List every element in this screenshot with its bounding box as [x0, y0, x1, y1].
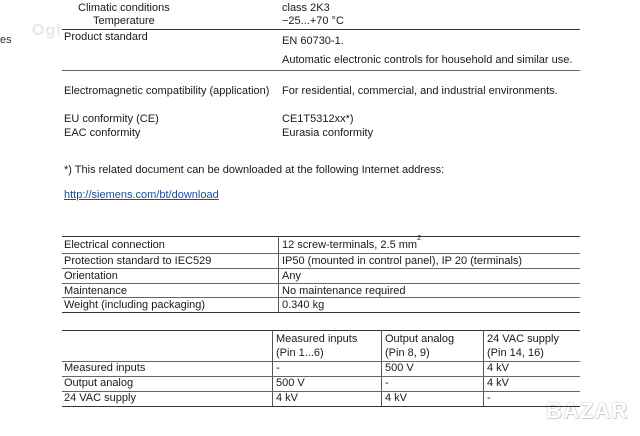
- table1-column-divider: [278, 236, 279, 312]
- table2-row-label: Output analog: [64, 377, 134, 389]
- table2-header-pins: (Pin 14, 16): [487, 347, 544, 359]
- table2-cell: -: [487, 392, 491, 404]
- table2-column-divider: [272, 330, 273, 406]
- eac-conformity-label: EAC conformity: [64, 127, 141, 139]
- table1-value: IP50 (mounted in control panel), IP 20 (terminals): [282, 255, 523, 267]
- emc-value: For residential, commercial, and industrial environments.: [282, 85, 558, 97]
- download-note: *) This related document can be downloaded at the following Internet address:: [64, 164, 445, 176]
- download-link[interactable]: http://siemens.com/bt/download: [64, 189, 219, 201]
- table2-column-divider: [381, 330, 382, 406]
- table1-value: 0.340 kg: [282, 299, 325, 311]
- table1-label: Weight (including packaging): [64, 299, 206, 311]
- cropped-edge-text: es: [0, 34, 12, 46]
- table2-header: Measured inputs: [276, 333, 358, 345]
- eac-conformity-value: Eurasia conformity: [282, 127, 374, 139]
- divider: [62, 29, 580, 30]
- table2-row-label: 24 VAC supply: [64, 392, 136, 404]
- climatic-label: Climatic conditions: [78, 2, 170, 14]
- table2-row-label: Measured inputs: [64, 362, 146, 374]
- table2-cell: 4 kV: [385, 392, 408, 404]
- table1-row-divider: [62, 283, 580, 284]
- table1-row-divider: [62, 253, 580, 254]
- eu-conformity-label: EU conformity (CE): [64, 113, 159, 125]
- table1-top-border: [62, 236, 580, 237]
- divider: [62, 70, 580, 71]
- table2-cell: 500 V: [385, 362, 414, 374]
- table2-top-border: [62, 330, 580, 331]
- temperature-value: −25...+70 °C: [282, 15, 344, 27]
- table1-label: Orientation: [64, 270, 118, 282]
- table2-row-divider: [62, 391, 580, 392]
- table2-bottom-border: [62, 406, 580, 407]
- table2-header: Output analog: [385, 333, 455, 345]
- table1-row-divider: [62, 268, 580, 269]
- table2-column-divider: [483, 330, 484, 406]
- table2-cell: 4 kV: [487, 362, 510, 374]
- emc-label: Electromagnetic compatibility (application): [64, 85, 270, 97]
- table1-value: Any: [282, 270, 301, 282]
- watermark-logo: BAZAR: [546, 398, 628, 423]
- table2-cell: 500 V: [276, 377, 305, 389]
- table1-value: No maintenance required: [282, 285, 406, 297]
- table1-value: 12 screw-terminals, 2.5 $mm^2$: [282, 235, 421, 251]
- eu-conformity-value: CE1T5312xx*): [282, 113, 354, 125]
- table1-label: Electrical connection: [64, 239, 165, 251]
- table2-header-pins: (Pin 8, 9): [385, 347, 430, 359]
- table2-header: 24 VAC supply: [487, 333, 559, 345]
- product-standard-value: EN 60730-1.: [282, 35, 344, 47]
- table1-label: Maintenance: [64, 285, 127, 297]
- table1-row-divider: [62, 297, 580, 298]
- table2-cell: -: [385, 377, 389, 389]
- product-standard-label: Product standard: [64, 31, 148, 43]
- table1-bottom-border: [62, 312, 580, 313]
- table2-header-pins: (Pin 1...6): [276, 347, 324, 359]
- table1-label: Protection standard to IEC529: [64, 255, 212, 267]
- table2-cell: 4 kV: [487, 377, 510, 389]
- temperature-label: Temperature: [93, 15, 155, 27]
- table2-cell: -: [276, 362, 280, 374]
- table2-cell: 4 kV: [276, 392, 299, 404]
- product-standard-desc: Automatic electronic controls for household and similar use.: [282, 54, 573, 66]
- watermark-left: Ogi: [32, 22, 62, 39]
- climatic-value: class 2K3: [282, 2, 330, 14]
